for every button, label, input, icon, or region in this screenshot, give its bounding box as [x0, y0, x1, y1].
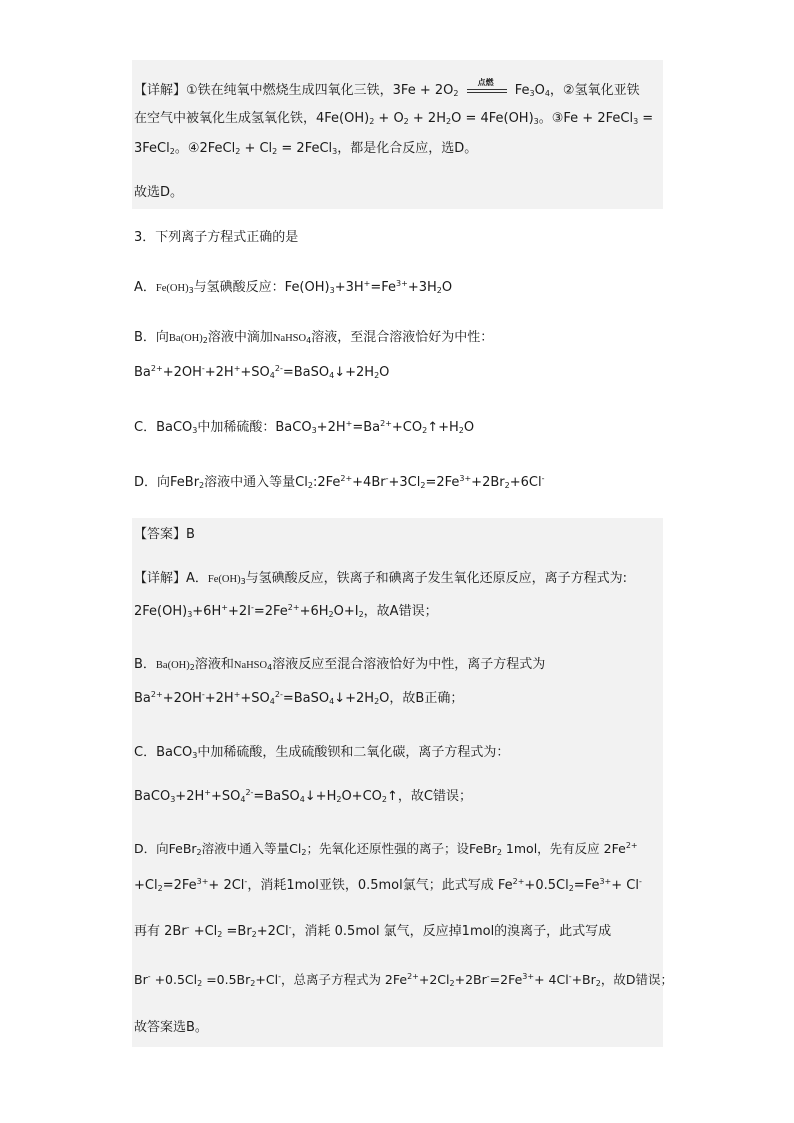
answer-line: 【答案】B	[134, 527, 195, 542]
document-page	[132, 60, 674, 1047]
option-b: B．向$Ba(OH)_2$溶液中滴加NaHSO$_4$溶液，至混合溶液恰好为中性：	[134, 330, 494, 345]
final-answer: 故答案选B。	[134, 1020, 208, 1035]
detail-c: C．BaCO$_3$中加稀硫酸，生成硫酸钡和二氧化碳，离子方程式为：	[134, 745, 510, 760]
explanation-line-3: 3FeCl$_2$。④2FeCl$_2$ + $Cl_2$ = 2FeCl$_3$，都是化合反应，选D。	[134, 141, 478, 156]
reaction-condition: 点燃	[467, 84, 507, 98]
option-c: C．BaCO$_3$中加稀硫酸：$BaCO_3+2H^+=Ba^{2+}+CO_2↑+H_2O$	[134, 419, 475, 435]
option-d: D．向FeBr$_2$溶液中通入等量$Cl_2:2Fe^{2+}+4Br^-+3Cl_2=2Fe^{3+}+2Br_2+6Cl^-$	[134, 474, 545, 490]
detail-c-equation: $BaCO_3+2H^++SO_4^{2-}=BaSO_4↓+H_2O+CO_2↑$，故C错误；	[134, 788, 472, 804]
question-3	[132, 209, 663, 518]
detail-a-equation: $2Fe(OH)_3+6H^++2I^-=2Fe^{2+}+6H_2O+I_2$，故A错误；	[134, 603, 438, 619]
option-b-equation: $Ba^{2+}+2OH^-+2H^++SO_4^{2-}=BaSO_4↓+2H_2O$	[134, 364, 390, 380]
option-a: A．$Fe(OH)_3$与氢碘酸反应：$Fe(OH)_3+3H^+=Fe^{3+}+3H_2O$	[134, 279, 453, 295]
question-stem: 3．下列离子方程式正确的是	[134, 230, 299, 245]
detail-d-line-1: D．向FeBr$_2$溶液中通入等量$Cl_2$；先氧化还原性强的离子；设FeBr$_2$ 1mol，先有反应 $2Fe^{2+}$	[134, 841, 638, 857]
detail-d-line-2: $+Cl_2=2Fe^{3+}+ 2Cl^-$，消耗1mol亚铁，0.5mol氯气；此式写成 $Fe^{2+}+0.5Cl_2=Fe^{3+}+ Cl^-$	[134, 877, 642, 893]
explanation-line-1: 【详解】①铁在纯氧中燃烧生成四氧化三铁，$3Fe + 2O_2$ 点燃 $Fe_3O_4$，②氢氧化亚铁	[134, 77, 640, 98]
explanation-line-2: 在空气中被氧化生成氢氧化铁，$4Fe(OH)_2 + O_2 + 2H_2O = 4Fe(OH)_3$。③Fe + 2FeCl$_3$ =	[134, 111, 654, 126]
detail-b-equation: $Ba^{2+}+2OH^-+2H^++SO_4^{2-}=BaSO_4↓+2H_2O$，故B正确；	[134, 690, 464, 706]
detail-a: 【详解】A．$Fe(OH)_3$与氢碘酸反应，铁离子和碘离子发生氧化还原反应，离子方程式为:	[134, 571, 628, 586]
answer-block	[132, 518, 674, 1047]
explanation-block-q2	[132, 60, 663, 209]
detail-d-line-3: 再有 $2Br^- +Cl_2 =Br_2+2Cl^-$，消耗 0.5mol 氯气，反应掉1mol的溴离子，此式写成	[134, 923, 612, 939]
detail-d-line-4: $Br^- +0.5Cl_2 =0.5Br_2+Cl^-$，总离子方程式为 $2Fe^{2+}+2Cl_2+2Br^-=2Fe^{3+}+ 4Cl^-+Br_2$，故D错误；	[134, 972, 674, 988]
detail-b: B．$Ba(OH)_2$溶液和NaHSO$_4$溶液反应至混合溶液恰好为中性，离子方程式为	[134, 657, 546, 672]
conclusion-line: 故选D。	[134, 185, 184, 200]
